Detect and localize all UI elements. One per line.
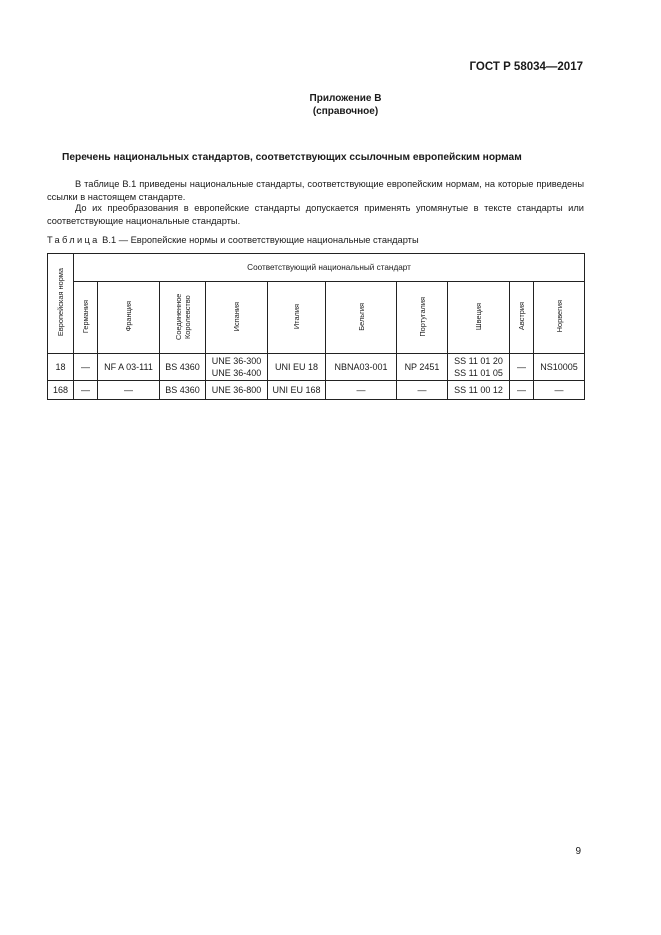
country-label: Соединенное Королевство (173, 293, 192, 340)
cell-line: UNE 36-300 (211, 356, 262, 366)
cell: — (74, 381, 98, 400)
appendix-title: Приложение В (309, 93, 382, 104)
cell: NF A 03-111 (98, 354, 160, 381)
country-header-row (48, 282, 585, 354)
header-eu-norm (48, 254, 74, 354)
cell: BS 4360 (160, 354, 206, 381)
cell-line: SS 11 01 20 (454, 356, 503, 366)
cell (206, 354, 268, 381)
header-country (98, 282, 160, 354)
country-label: Австрия (517, 302, 526, 331)
table-row (48, 381, 585, 400)
header-group: Соответствующий национальный стандарт (74, 254, 585, 282)
cell: — (326, 381, 397, 400)
cell-line: SS 11 01 05 (454, 368, 503, 378)
cell: UNI EU 18 (268, 354, 326, 381)
header-country (534, 282, 585, 354)
cell-line: UNE 36-400 (211, 368, 262, 378)
header-country (448, 282, 510, 354)
country-label: Бельгия (356, 302, 366, 331)
header-eu-norm-label: Европейская норма (56, 268, 65, 337)
appendix-subtitle: (справочное) (312, 106, 379, 117)
cell: NP 2451 (397, 354, 448, 381)
cell: — (510, 354, 534, 381)
document-code: ГОСТ Р 58034—2017 (469, 61, 583, 73)
cell-eu: 168 (48, 381, 74, 400)
cell: NS10005 (534, 354, 585, 381)
header-country (268, 282, 326, 354)
header-country (397, 282, 448, 354)
country-label: Германия (81, 299, 90, 334)
cell-eu: 18 (48, 354, 74, 381)
header-country (326, 282, 397, 354)
table-caption-text: В.1 — Европейские нормы и соответствующие национальные стандарты (102, 235, 419, 245)
cell: UNI EU 168 (268, 381, 326, 400)
table-row (48, 354, 585, 381)
paragraph-note: До их преобразования в европейские стандарты допускается применять упомянутые в тексте стандарты или соответствующие национальные стандарты. (47, 203, 584, 226)
cell: — (74, 354, 98, 381)
page-number: 9 (575, 846, 581, 857)
cell: SS 11 00 12 (448, 381, 510, 400)
cell: BS 4360 (160, 381, 206, 400)
cell: — (510, 381, 534, 400)
country-label: Испания (232, 301, 241, 332)
header-country (160, 282, 206, 354)
cell: UNE 36-800 (206, 381, 268, 400)
cell: — (397, 381, 448, 400)
country-label: Португалия (417, 296, 427, 337)
country-label: Норвегия (554, 300, 564, 333)
table-caption-label: Таблица (47, 235, 100, 245)
cell (448, 354, 510, 381)
standards-table (47, 253, 585, 400)
country-label: Италия (292, 303, 301, 330)
header-country (510, 282, 534, 354)
cell: — (534, 381, 585, 400)
paragraph-intro: В таблице В.1 приведены национальные стандарты, соответствующие европейским нормам, на которые приведены ссылки в настоящем стандарте. (47, 179, 584, 202)
header-country (74, 282, 98, 354)
country-label: Швеция (474, 302, 483, 331)
cell: — (98, 381, 160, 400)
cell: NBNA03-001 (326, 354, 397, 381)
header-country (206, 282, 268, 354)
section-title: Перечень национальных стандартов, соответствующих ссылочным европейским нормам (62, 152, 522, 163)
table-caption (47, 235, 419, 245)
country-label: Франция (124, 301, 133, 332)
appendix-heading (0, 92, 661, 118)
